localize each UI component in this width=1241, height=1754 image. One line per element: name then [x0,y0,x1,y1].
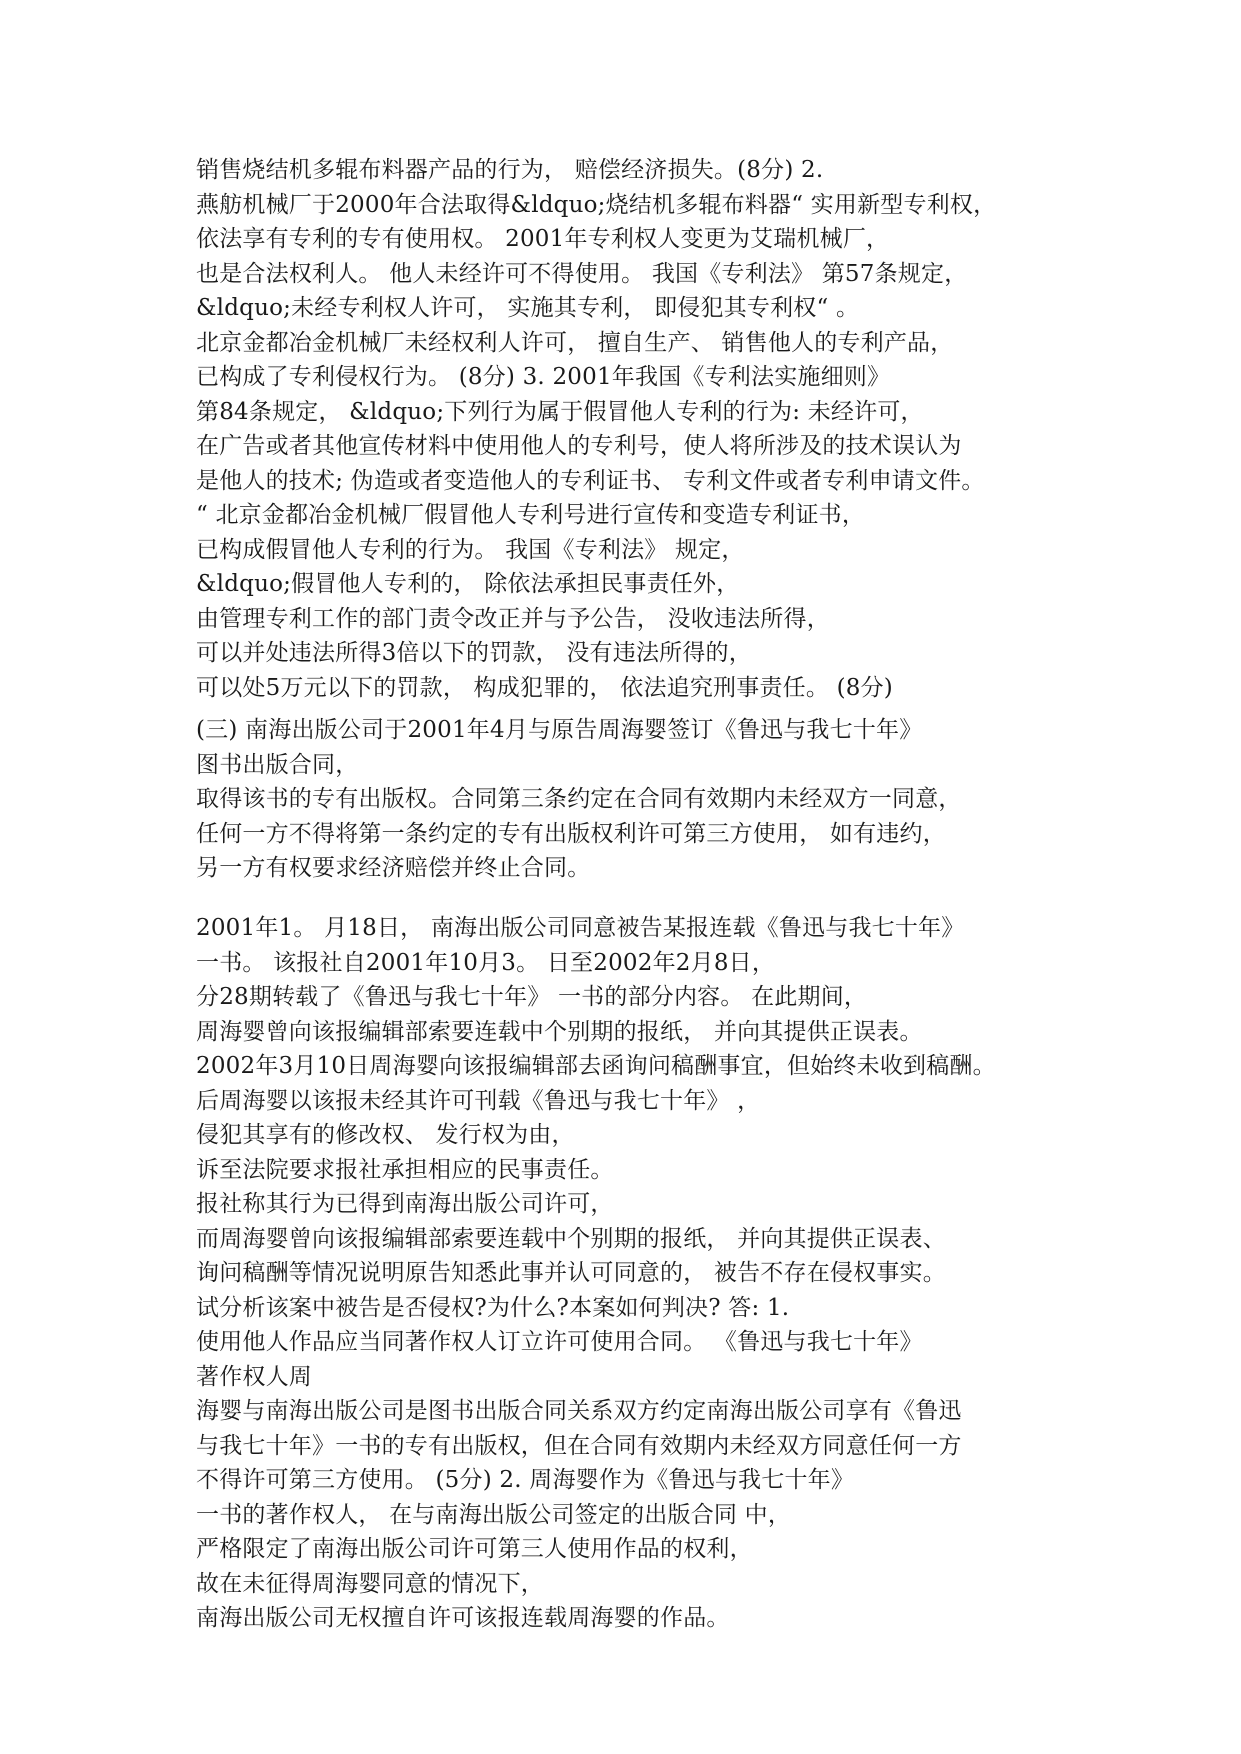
paragraph-case-3-facts [196,911,1076,1636]
text-line: 由管理专利工作的部门责令改正并与予公告， 没收违法所得， [196,605,830,632]
text-line: 南海出版公司无权擅自许可该报连载周海婴的作品。 [196,1605,730,1631]
text-line: (三) 南海出版公司于2001年4月与原告周海婴签订《鲁迅与我七十年》 [196,717,923,743]
text-line: 依法享有专利的专有使用权。 2001年专利权人变更为艾瑞机械厂， [196,226,890,252]
text-line: 严格限定了南海出版公司许可第三人使用作品的权利， [196,1536,753,1562]
text-line: 销售烧结机多辊布料器产品的行为， 赔偿经济损失。(8分) 2. [196,157,824,183]
paragraph-case-3-intro [196,713,1076,886]
text-line: 在广告或者其他宣传材料中使用他人的专利号，使人将所涉及的技术误认为 [196,433,962,459]
text-line: 而周海婴曾向该报编辑部索要连载中个别期的报纸， 并向其提供正误表、 [196,1225,946,1252]
text-line: 故在未征得周海婴同意的情况下， [196,1570,544,1597]
paragraph-answer-case-2 [196,153,1076,705]
text-line: 燕舫机械厂于2000年合法取得&ldquo;烧结机多辊布料器“ 实用新型专利权， [196,191,997,218]
text-line: 询问稿酬等情况说明原告知悉此事并认可同意的， 被告不存在侵权事实。 [196,1260,946,1286]
text-line: 已构成了专利侵权行为。 (8分) 3. 2001年我国《专利法实施细则》 [196,364,891,390]
text-line: 试分析该案中被告是否侵权?为什么?本案如何判决? 答: 1. [196,1294,790,1321]
text-line: 北京金都冶金机械厂未经权利人许可， 擅自生产、 销售他人的专利产品， [196,329,954,356]
text-line: 与我七十年》一书的专有出版权，但在合同有效期内未经双方同意任何一方 [196,1432,962,1459]
text-line: 2001年1。 月18日， 南海出版公司同意被告某报连载《鲁迅与我七十年》 [196,915,965,941]
text-line: 图书出版合同， [196,751,359,778]
text-line: 报社称其行为已得到南海出版公司许可， [196,1191,614,1217]
text-line: &ldquo;假冒他人专利的， 除依法承担民事责任外， [196,571,740,597]
text-line: 不得许可第三方使用。 (5分) 2. 周海婴作为《鲁迅与我七十年》 [196,1467,855,1493]
text-line: 另一方有权要求经济赔偿并终止合同。 [196,855,591,881]
text-line: 可以并处违法所得3倍以下的罚款， 没有违法所得的， [196,640,752,666]
text-line: 一书的著作权人， 在与南海出版公司签定的出版合同 中， [196,1501,792,1528]
text-line: 也是合法权利人。 他人未经许可不得使用。 我国《专利法》 第57条规定， [196,260,968,287]
text-line: 诉至法院要求报社承担相应的民事责任。 [196,1156,614,1183]
text-line: 取得该书的专有出版权。合同第三条约定在合同有效期内未经双方一同意， [196,786,962,812]
text-line: 是他人的技术; 伪造或者变造他人的专利证书、 专利文件或者专利申请文件。 [196,467,985,494]
text-line: 侵犯其享有的修改权、 发行权为由， [196,1122,575,1148]
text-line: 任何一方不得将第一条约定的专有出版权利许可第三方使用， 如有违约， [196,820,946,847]
text-line: 使用他人作品应当同著作权人订立许可使用合同。 《鲁迅与我七十年》 [196,1329,923,1355]
text-line: 分28期转载了《鲁迅与我七十年》 一书的部分内容。 在此期间， [196,984,868,1010]
text-line: 第84条规定， &ldquo;下列行为属于假冒他人专利的行为: 未经许可， [196,398,924,425]
text-line: &ldquo;未经专利权人许可， 实施其专利， 即侵犯其专利权“ 。 [196,295,860,321]
text-line: 2002年3月10日周海婴向该报编辑部去函询问稿酬事宜，但始终未收到稿酬。 [196,1053,996,1079]
text-line: 后周海婴以该报未经其许可刊载《鲁迅与我七十年》 ， [196,1087,761,1114]
text-line: 周海婴曾向该报编辑部索要连载中个别期的报纸， 并向其提供正误表。 [196,1018,923,1045]
text-line: 已构成假冒他人专利的行为。 我国《专利法》 规定， [196,536,745,563]
text-line: 著作权人周 [196,1363,312,1390]
text-line: 海婴与南海出版公司是图书出版合同关系双方约定南海出版公司享有《鲁迅 [196,1398,962,1424]
text-line: 可以处5万元以下的罚款， 构成犯罪的， 依法追究刑事责任。 (8分) [196,674,893,701]
text-line: 一书。 该报社自2001年10月3。 日至2002年2月8日， [196,949,776,976]
text-line: “ 北京金都冶金机械厂假冒他人专利号进行宣传和变造专利证书， [196,502,866,528]
